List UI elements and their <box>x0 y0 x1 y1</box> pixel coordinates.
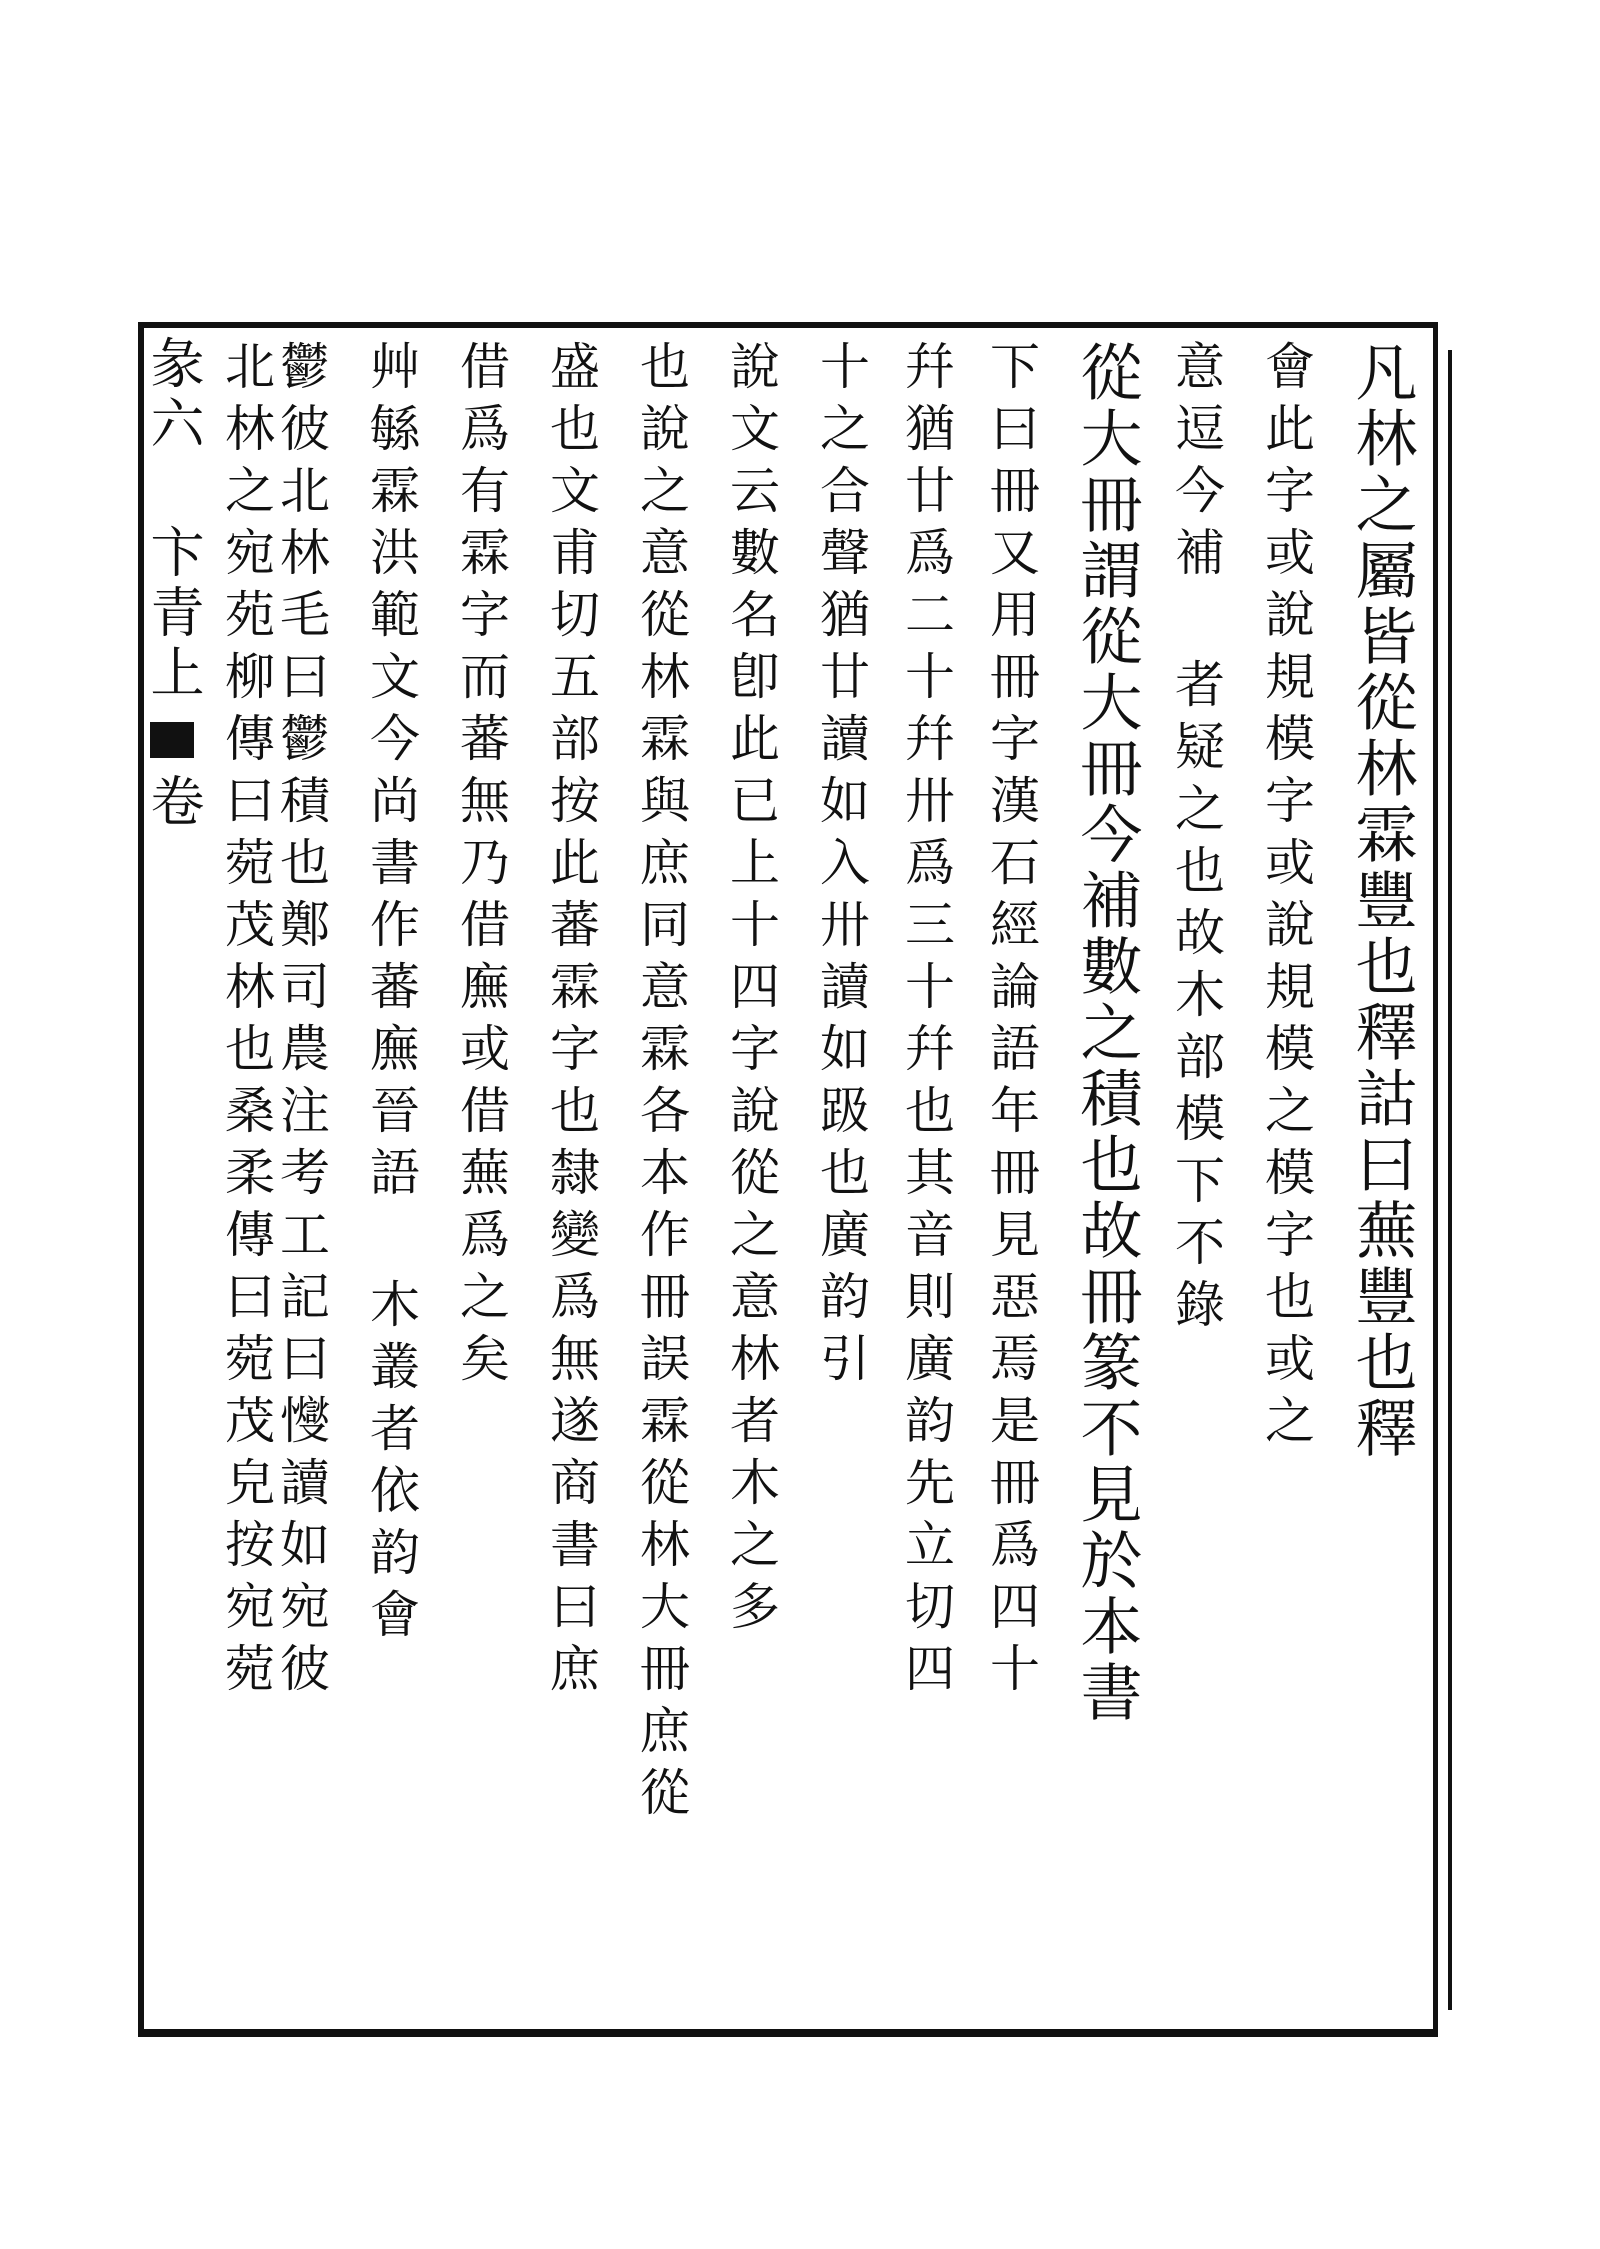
text-column-14: 北林之宛苑柳傳曰菀茂林也桑柔傳曰菀茂皃按宛菀 <box>217 340 275 1704</box>
text-column-1: 凡林之屬皆從林霖豐也釋詁曰蕪豐也釋 <box>1345 340 1418 1462</box>
outer-rule <box>1448 350 1452 2010</box>
text-column-2: 會此字或說規模字或說規模之模字也或之 <box>1257 340 1315 1456</box>
text-column-3: 意逗今補 者疑之也故木部模下不錄 <box>1167 340 1225 1340</box>
text-column-9: 也說之意從林霖與庶同意霖各本作冊誤霖從林大冊庶從 <box>632 340 690 1828</box>
text-column-7: 十之合聲猶廿讀如入卅讀如趿也廣韵引 <box>812 340 870 1394</box>
text-column-11: 借爲有霖字而蕃無乃借廡或借蕪爲之矣 <box>452 340 510 1394</box>
text-column-6: 幷猶廿爲二十幷卅爲三十幷也其音則廣韵先立切四 <box>897 340 955 1704</box>
text-column-13: 鬱彼北林毛曰鬱積也鄭司農注考工記曰㦪讀如宛彼 <box>272 340 330 1704</box>
text-column-5: 下曰冊又用冊字漢石經論語年冊見惡焉是冊爲四十 <box>982 340 1040 1704</box>
text-column-10: 盛也文甫切五部按此蕃霖字也隸變爲無遂商書曰庶 <box>542 340 600 1704</box>
text-column-4: 從大冊謂從大冊今補數之積也故冊篆不見於本書 <box>1070 340 1143 1726</box>
margin-label: 彖六 卞青上 卷 <box>142 335 205 833</box>
text-column-8: 說文云數名卽此已上十四字說從之意林者木之多 <box>722 340 780 1642</box>
text-column-12: 艸緐霖洪範文今尚書作蕃廡晉語 木叢者依韵會 <box>362 340 420 1650</box>
